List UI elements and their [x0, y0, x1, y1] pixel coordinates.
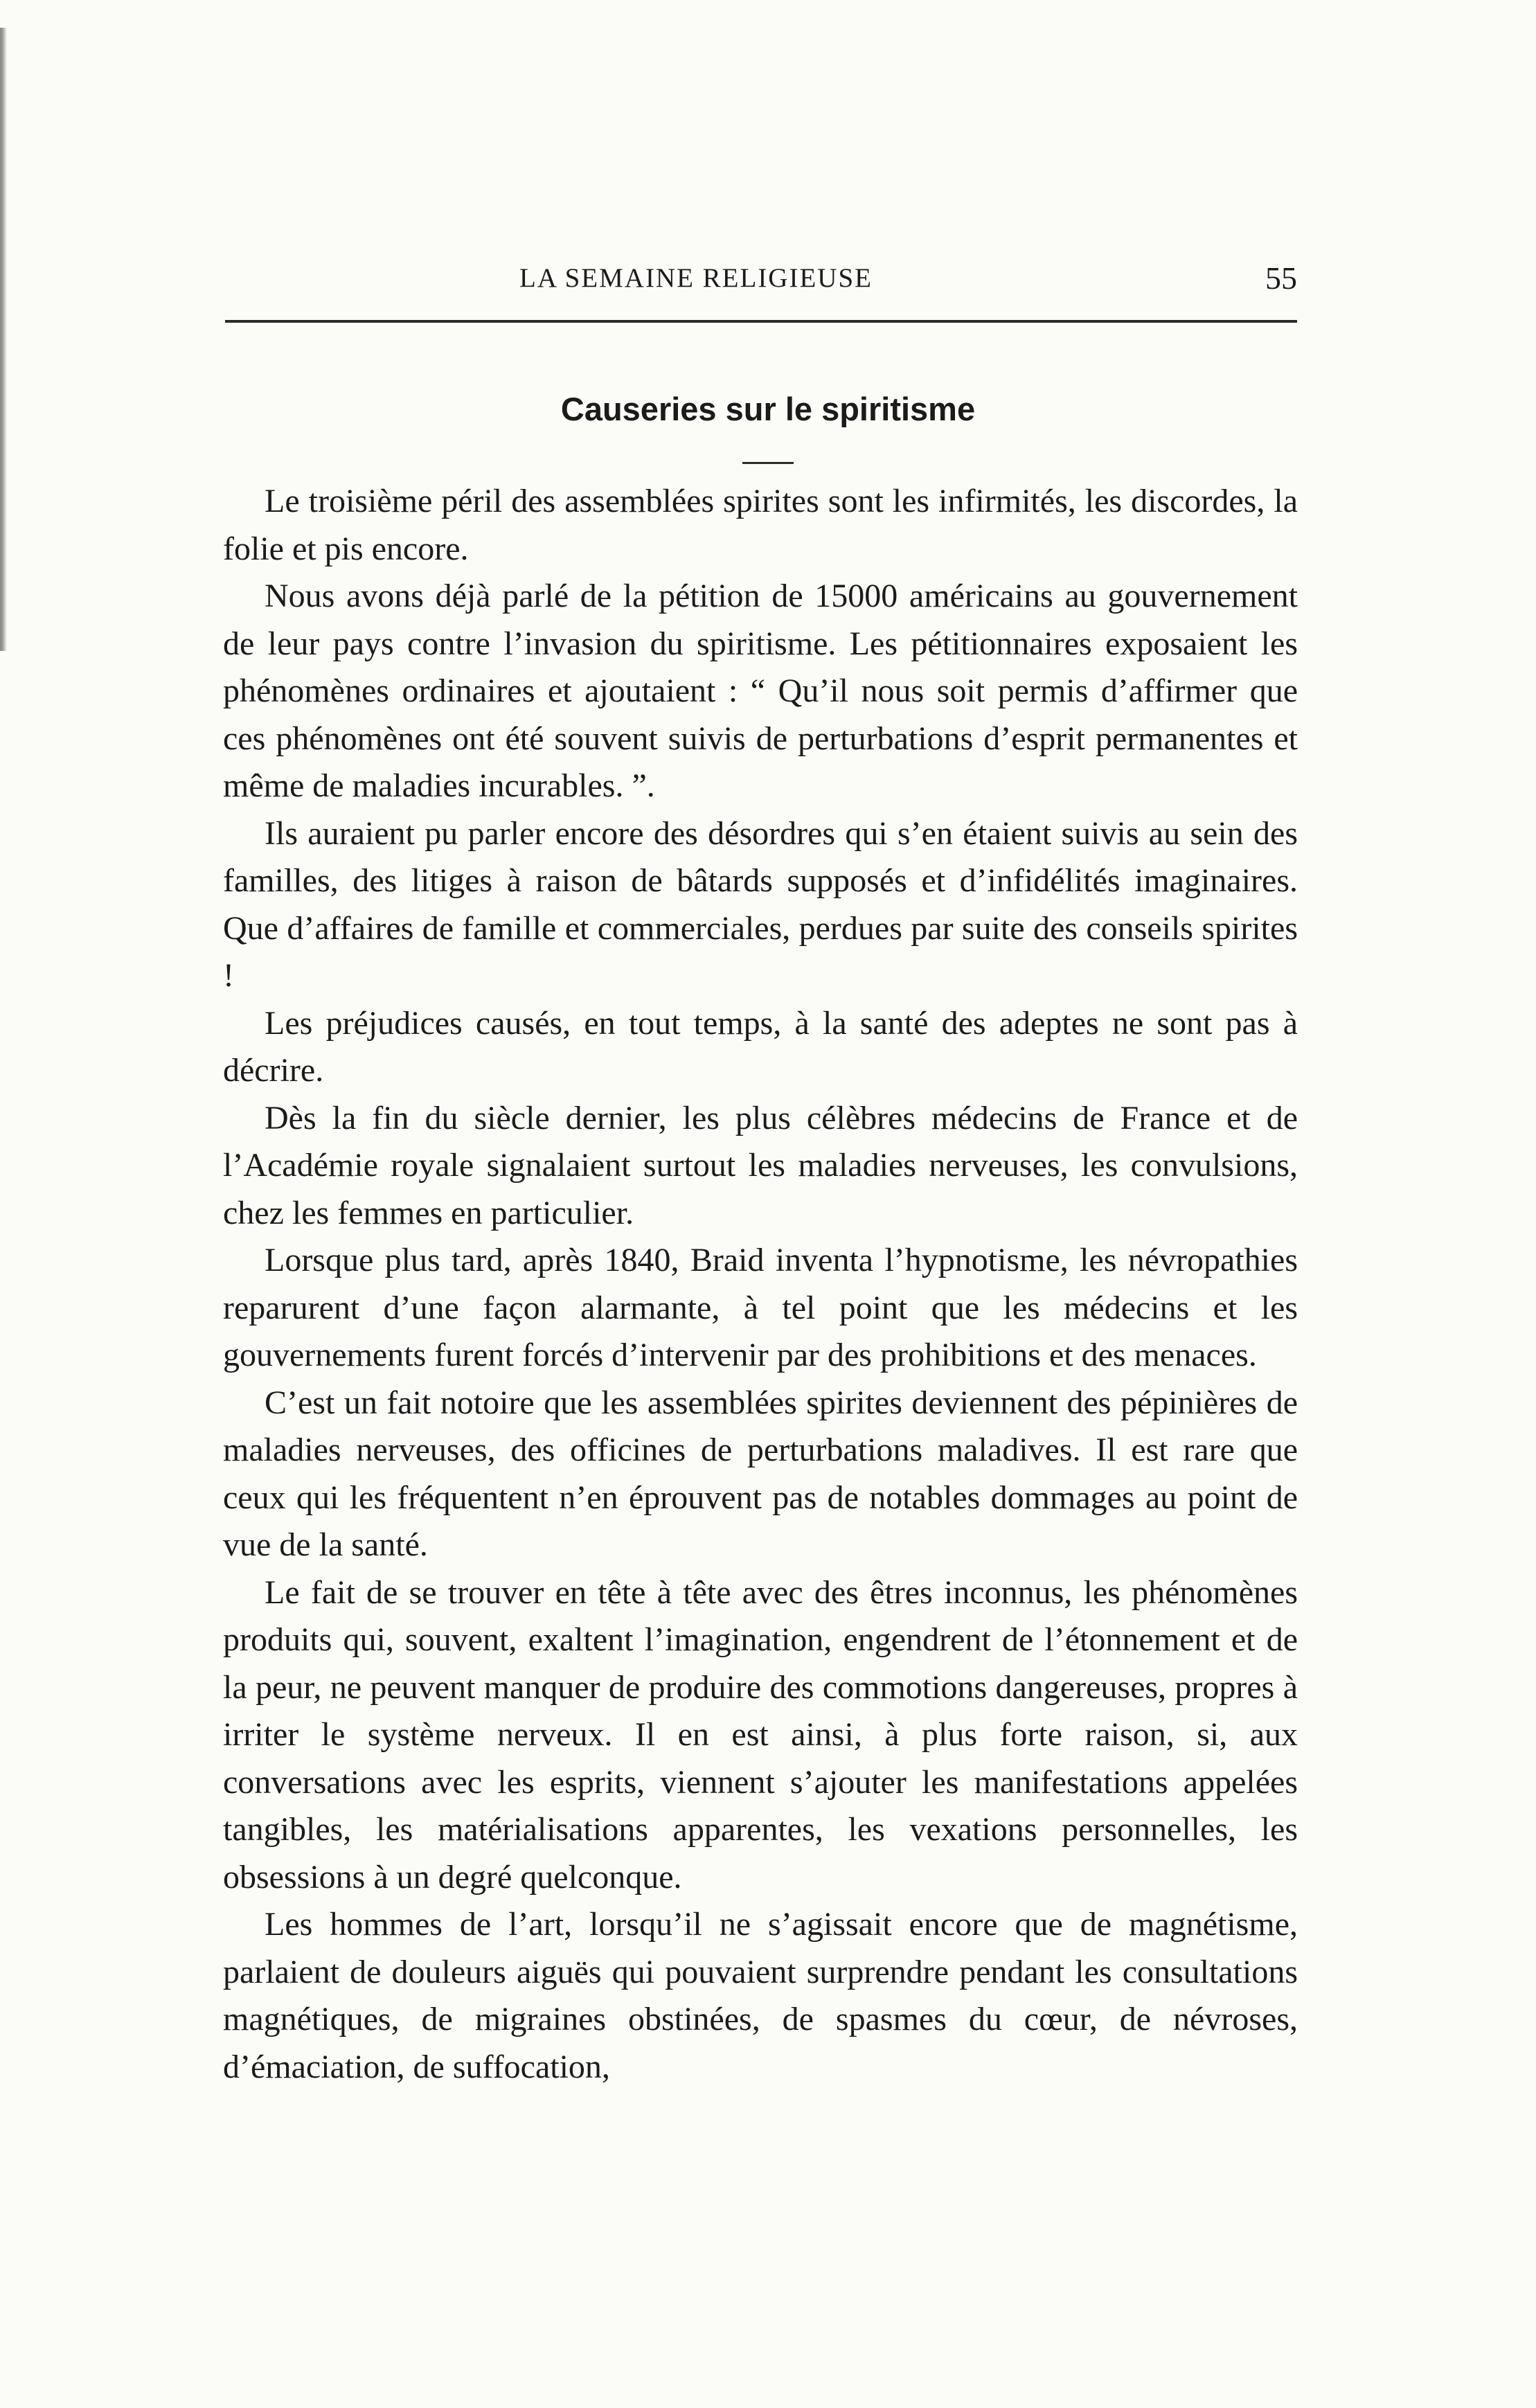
paragraph-3: Ils auraient pu parler encore des désordres qui s’en étaient suivis au sein des familles, des litiges à raison de bâtards supposés et d’infidélités imaginaires. Que d’affaires de famille et commerciales, perdues par suite des conseils spirites ! — [223, 814, 1298, 994]
page-number: 55 — [1265, 260, 1297, 296]
paragraph-8: Le fait de se trouver en tête à tête avec des êtres inconnus, les phénomènes produits qui, souvent, exaltent l’imagination, engendrent de l’étonnement et de la peur, ne peuvent manquer de produire des commotions dangereuses, propres à irriter le système nerveux. Il en est ainsi, à plus forte raison, si, aux conversations avec les esprits, viennent s’ajouter les manifestations appelées tangibles, les matérialisations apparentes, les vexations personnelles, les obsessions à un degré quelconque. — [223, 1573, 1298, 1896]
paragraph-1: Le troisième péril des assemblées spirites sont les infirmités, les discordes, la folie et pis encore. — [223, 483, 1298, 567]
article-title: Causeries sur le spiritisme — [560, 391, 976, 427]
article-body — [223, 478, 1298, 2091]
header-rule — [225, 320, 1297, 323]
running-title: LA SEMAINE RELIGIEUSE — [519, 263, 873, 293]
page-header — [225, 260, 1297, 308]
paragraph-9: Les hommes de l’art, lorsqu’il ne s’agissait encore que de magnétisme, parlaient de douleurs aiguës qui pouvaient surprendre pendant les consultations magnétiques, de migraines obstinées, de spasmes du cœur, de névroses, d’émaciation, de suffocation, — [223, 1906, 1298, 2085]
paragraph-5: Dès la fin du siècle dernier, les plus célèbres médecins de France et de l’Académie royale signalaient surtout les maladies nerveuses, les convulsions, chez les femmes en particulier. — [223, 1099, 1298, 1231]
paragraph-7: C’est un fait notoire que les assemblées spirites deviennent des pépinières de maladies nerveuses, des officines de perturbations maladives. Il est rare que ceux qui les fréquentent n’en éprouvent pas de notables dommages au point de vue de la santé. — [223, 1384, 1298, 1563]
title-dash — [742, 462, 794, 464]
paragraph-6: Lorsque plus tard, après 1840, Braid inventa l’hypnotisme, les névropathies reparurent d’une façon alarmante, à tel point que les médecins et les gouvernements furent forcés d’intervenir par des prohibitions et des menaces. — [223, 1242, 1298, 1373]
page-binding-edge — [0, 28, 7, 651]
paragraph-4: Les préjudices causés, en tout temps, à la santé des adeptes ne sont pas à décrire. — [223, 1004, 1298, 1089]
paragraph-2: Nous avons déjà parlé de la pétition de 15000 américains au gouvernement de leur pays contre l’invasion du spiritisme. Les pétitionnaires exposaient les phénomènes ordinaires et ajoutaient : “ Qu’il nous soit permis d’affirmer que ces phénomènes ont été souvent suivis de perturbations d’esprit permanentes et même de maladies incurables. ”. — [223, 578, 1298, 804]
